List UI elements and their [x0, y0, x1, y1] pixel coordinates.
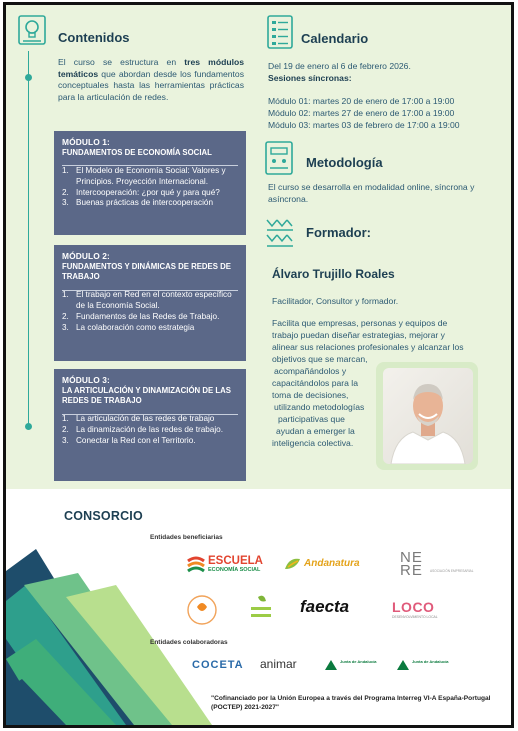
calendar-title: Calendario	[301, 31, 369, 46]
trainer-bio: Facilita que empresas, personas y equipos de	[272, 318, 448, 328]
trainer-bio: acompañándolos y	[274, 366, 347, 376]
module-heading: MÓDULO 3:	[62, 375, 110, 385]
trainer-name: Álvaro Trujillo Roales	[272, 267, 395, 281]
list-item: 2. La dinamización de las redes de trabajo.	[62, 425, 224, 435]
calendar-dates: Del 19 de enero al 6 de febrero 2026.	[268, 61, 411, 71]
trainer-bio: capacitándolos para la	[272, 378, 358, 388]
consortium-title: CONSORCIO	[64, 509, 143, 523]
module-topic-list	[62, 166, 239, 209]
faecta-logo: faecta	[300, 597, 350, 616]
printer-icon	[265, 141, 293, 180]
lightbulb-icon	[18, 15, 46, 50]
trainer-title: Formador:	[306, 225, 371, 240]
funding-note: "Cofinanciado por la Unión Europea a través del Programa Interreg VI-A España-Portugal (POCTEP) 2021-2027"	[211, 695, 491, 711]
people-group-icon	[265, 217, 295, 254]
trainer-bio: ayudan a emerger la	[276, 426, 355, 436]
session-item: Módulo 02: martes 27 de enero de 17:00 a 19:00	[268, 108, 455, 118]
trainer-bio: toma de decisiones,	[272, 390, 349, 400]
loco-logo: LOCO DESENVOLVIMENTO LOCAL	[392, 599, 438, 619]
course-flyer	[3, 2, 514, 728]
module-heading: MÓDULO 1:	[62, 137, 110, 147]
list-item: 3. La colaboración como estrategia	[62, 322, 195, 332]
session-item: Módulo 03: martes 03 de febrero de 17:00 a 19:00	[268, 120, 460, 130]
animar-logo: animar	[260, 657, 297, 671]
flyer-top-panel	[6, 5, 511, 489]
timeline-line	[28, 51, 29, 425]
module-topic-list	[62, 290, 239, 333]
beneficiaries-label: Entidades beneficiarias	[150, 534, 223, 541]
trainer-photo	[383, 368, 473, 464]
list-item: 2. Intercooperación: ¿por qué y para qué?	[62, 187, 220, 197]
list-item: 1. El trabajo en Red en el contexto específico de la Economía Social.	[62, 290, 232, 311]
contents-intro: El curso se estructura en tres módulos temáticos que abordan desde los fundamentos conceptuales hasta las herramientas prácticas para la articulación de redes.	[58, 57, 244, 102]
list-item: 3. Buenas prácticas de intercooperación	[62, 198, 213, 208]
session-item: Módulo 01: martes 20 de enero de 17:00 a 19:00	[268, 96, 455, 106]
list-item: 2. Fundamentos de las Redes de Trabajo.	[62, 312, 220, 321]
module-title: LA ARTICULACIÓN Y DINAMIZACIÓN DE LAS REDES DE TRABAJO	[62, 385, 231, 405]
nere-logo: NERE ASOCIACIÓN EMPRESARIAL	[400, 549, 474, 579]
module-1-card	[54, 131, 246, 235]
module-3-card	[54, 369, 246, 481]
methodology-title: Metodología	[306, 155, 383, 170]
trainer-bio: objetivos que se marcan,	[272, 354, 368, 364]
list-item: 3. Conectar la Red con el Territorio.	[62, 436, 196, 445]
module-topic-list	[62, 414, 239, 446]
decorative-stripes	[6, 489, 216, 725]
consortium-section: CONSORCIO Entidades beneficiarias ESCUELA ECONOMÍA SOCIAL Andanatura NERE ASOCIACIÓN EMPRESARIAL faecta LOCO DESENVOLVIMENTO LOCAL Entidades colaboradoras COCETA animar Junta de Andalucía Junta de Andalucía "Cofinanciado por la Unión Europea a través del Programa Interreg VI-A España-Portugal (POCTEP) 2021-2027"	[6, 489, 511, 725]
green-leaf-logo	[248, 593, 274, 628]
trainer-bio: utilizando metodologías	[274, 402, 365, 412]
trainer-bio: inteligencia colectiva.	[272, 438, 354, 448]
timeline-dot	[25, 74, 32, 81]
trainer-bio: trabajo puedan diseñar estrategias, mejorar y	[272, 330, 445, 340]
trainer-role: Facilitador, Consultor y formador.	[272, 296, 399, 306]
module-title: FUNDAMENTOS Y DINÁMICAS DE REDES DE TRABAJO	[62, 261, 231, 281]
timeline-dot	[25, 423, 32, 430]
calendar-list-icon	[267, 15, 293, 54]
list-item: 1. La articulación de las redes de trabajo	[62, 414, 215, 424]
list-item: 1. El Modelo de Economía Social: Valores y Principios. Proyección Internacional.	[62, 166, 226, 186]
collaborators-label: Entidades colaboradoras	[150, 639, 228, 646]
trainer-bio: alinear sus relaciones profesionales y alcanzar los	[272, 342, 464, 352]
coceta-logo: COCETA	[192, 659, 244, 671]
methodology-text: El curso se desarrolla en modalidad online, síncrona y	[268, 182, 475, 192]
methodology-text: asíncrona.	[268, 194, 309, 204]
sessions-label: Sesiones síncronas:	[268, 73, 352, 83]
module-heading: MÓDULO 2:	[62, 251, 110, 261]
module-title: FUNDAMENTOS DE ECONOMÍA SOCIAL	[62, 147, 212, 157]
trainer-bio: participativas que	[278, 414, 345, 424]
module-2-card	[54, 245, 246, 361]
contents-title: Contenidos	[58, 30, 130, 45]
fertile-logo	[186, 595, 218, 630]
